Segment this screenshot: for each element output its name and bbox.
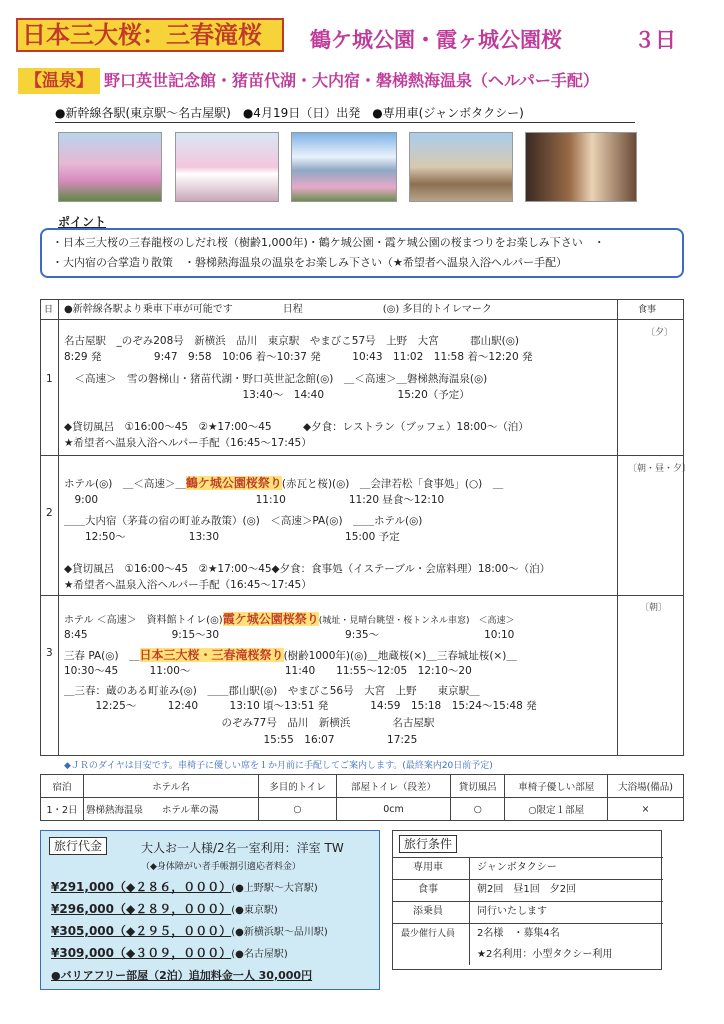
point-box	[40, 228, 684, 278]
photo-sakura-tree	[58, 132, 162, 202]
price-row	[51, 877, 328, 899]
divider	[40, 319, 684, 320]
price-box	[40, 830, 380, 990]
table-header: 部屋トイレ（段差）	[336, 775, 450, 798]
schedule-line: ＿三春：蔵のある町並み(◎) ＿＿郡山駅(◎) やまびこ56号 大宮 上野 東京駅＿	[64, 685, 480, 697]
divider	[55, 122, 635, 123]
condition-value: ★2名利用：小型タクシー利用	[477, 949, 613, 960]
schedule-line: のぞみ77号 品川 新横浜 名古屋駅	[64, 717, 435, 729]
point-label: ポイント	[58, 215, 107, 229]
highlight-event: 霞ケ城公園桜祭り	[222, 612, 319, 626]
title-subtitle: 鶴ケ城公園・霞ヶ城公園桜	[310, 28, 562, 52]
schedule-line: ★希望者へ温泉入浴ヘルパー手配（16:45～17:45）	[64, 579, 312, 591]
price-value: ¥305,000（◆２９５，０００）	[51, 924, 232, 938]
condition-row	[393, 923, 663, 944]
divider	[40, 455, 684, 456]
price-subheading: （◆身体障がい者手帳割引適応者料金）	[141, 862, 301, 872]
schedule-text: (樹齢1000年)(◎)＿地蔵桜(×)＿三春城址桜(×)＿	[283, 650, 517, 662]
photo-hot-spring	[525, 132, 637, 202]
condition-value: 同行いたします	[477, 906, 547, 917]
condition-value: 朝2回 昼1回 夕2回	[477, 884, 577, 895]
condition-row	[393, 945, 663, 965]
price-origin: (●上野駅～大宮駅)	[231, 883, 318, 894]
price-origin: (●名古屋駅)	[231, 949, 288, 960]
table-header: 宿泊	[41, 775, 84, 798]
photo-thatched-village	[409, 132, 513, 202]
schedule-line: 9:00 11:10 11:20 昼食～12:10	[64, 494, 445, 506]
schedule-line: ＿＿大内宿（茅葺の宿の町並み散策）(◎) ＜高速＞PA(◎) ＿＿ホテル(◎)	[64, 515, 423, 527]
schedule-line: ◆貸切風呂 ①16:00～45 ②★17:00～45◆夕食：食事処（イステーブル・会席料理）18:00～（泊）	[64, 563, 551, 575]
price-heading: 大人お一人様/2名一室利用：洋室 TW	[141, 841, 344, 855]
table-row	[41, 798, 684, 821]
day-number: 2	[46, 507, 53, 519]
schedule-line: 8:29 発 9:47 9:58 10:06 着～10:37 発 10:43 11:02 11:58 着～12:20 発	[64, 351, 533, 363]
price-row	[51, 921, 328, 943]
price-list	[51, 877, 328, 986]
schedule-text: (赤瓦と桜)(◎) ＿会津若松「食事処」(○) ＿	[281, 478, 504, 490]
table-cell: ×	[608, 798, 684, 821]
page-title: 日本三大桜：三春滝桜	[22, 21, 262, 49]
barrier-free-fee: ●バリアフリー部屋（2泊）追加料金一人 30,000円	[51, 969, 313, 982]
divider	[469, 857, 470, 965]
point-line: ・日本三大桜の三春龍桜のしだれ桜（樹齢1,000年)・鶴ケ城公園・霞ケ城公園の桜まつりをお楽しみ下さい ・	[52, 236, 605, 249]
jr-note: ◆ＪＲのダイヤは目安です。車椅子に優しい席を１か月前に手配してご案内します。(最終案内20日前予定)	[64, 761, 493, 771]
table-header: 多目的トイレ	[259, 775, 337, 798]
condition-row	[393, 901, 663, 922]
header-meal: 食事	[638, 305, 657, 315]
highlight-event: 鶴ケ城公園桜祭り	[185, 476, 282, 490]
price-value: ¥296,000（◆２８９，０００）	[51, 902, 232, 916]
title-days: ３日	[634, 28, 676, 52]
table-header-row	[41, 775, 684, 798]
condition-value: 2名様 ・募集4名	[477, 928, 560, 939]
price-origin: (●東京駅)	[231, 905, 278, 916]
meal-info: 〔夕〕	[646, 328, 674, 338]
table-cell: 0cm	[336, 798, 450, 821]
divider	[58, 299, 59, 756]
schedule-line: 8:45 9:15～30 9:35～ 10:10	[64, 629, 515, 641]
table-cell: 磐梯熱海温泉 ホテル華の湯	[84, 798, 259, 821]
title-banner	[16, 18, 284, 52]
divider	[40, 595, 684, 596]
schedule-line: ◆貸切風呂 ①16:00～45 ②★17:00～45 ◆夕食：レストラン（ブッフェ）18:00～（泊）	[64, 421, 529, 433]
price-row	[51, 943, 328, 965]
schedule-line: ＜高速＞ 雪の磐梯山・猪苗代湖・野口英世記念館(◎) ＿＜高速＞＿磐梯熱海温泉(◎)	[64, 373, 488, 385]
meal-info: 〔朝・昼・夕〕	[628, 464, 692, 474]
table-header: ホテル名	[84, 775, 259, 798]
condition-value: ジャンボタクシー	[477, 862, 557, 873]
condition-row	[393, 879, 663, 900]
price-value: ¥309,000（◆３０９，０００）	[51, 946, 232, 960]
price-row	[51, 899, 328, 921]
schedule-line: 名古屋駅 _のぞみ208号 新横浜 品川 東京駅 やまびこ57号 上野 大宮 郡山駅(◎)	[64, 335, 520, 347]
condition-key: 最少催行人員	[400, 929, 455, 939]
price-label: 旅行代金	[49, 837, 107, 855]
departure-info: ●新幹線各駅(東京駅～名古屋駅) ●4月19日（日）出発 ●専用車(ジャンボタクシー)	[55, 106, 524, 120]
schedule-line: 12:25～ 12:40 13:10 頃～13:51 発 14:59 15:18 15:24～15:48 発	[64, 700, 537, 712]
meal-info: 〔朝〕	[640, 603, 668, 613]
schedule-line: ★希望者へ温泉入浴ヘルパー手配（16:45～17:45）	[64, 437, 312, 449]
schedule-text: 三春 PA(◎) ＿	[64, 650, 140, 662]
condition-row	[393, 857, 663, 878]
price-value: ¥291,000（◆２８６，０００）	[51, 880, 232, 894]
price-origin: (●新横浜駅～品川駅)	[231, 927, 328, 938]
conditions-box	[392, 830, 662, 970]
header-day: 日	[44, 305, 54, 315]
onsen-tag: 【温泉】	[18, 68, 100, 94]
day-number: 3	[46, 647, 53, 659]
table-header: 大浴場(備品)	[608, 775, 684, 798]
condition-key: 食事	[418, 884, 438, 895]
condition-key: 添乗員	[413, 906, 443, 917]
table-cell: ○限定１部屋	[505, 798, 608, 821]
schedule-line: 12:50～ 13:30 15:00 予定	[64, 531, 400, 543]
table-header: 車椅子優しい部屋	[505, 775, 608, 798]
onsen-subtitle: 野口英世記念館・猪苗代湖・大内宿・磐梯熱海温泉（ヘルパー手配）	[104, 71, 599, 90]
highlight-event: 日本三大桜・三春滝桜祭り	[139, 648, 284, 662]
table-cell: ○	[259, 798, 337, 821]
divider	[617, 299, 618, 756]
schedule-line	[64, 476, 503, 491]
condition-key: 専用車	[413, 862, 443, 873]
table-header: 貸切風呂	[450, 775, 504, 798]
schedule-text: ホテル ＜高速＞ 資料館トイレ(◎)	[64, 615, 223, 626]
conditions-label: 旅行条件	[399, 835, 457, 853]
schedule-line	[64, 612, 515, 628]
photo-castle	[175, 132, 279, 202]
table-cell: ○	[450, 798, 504, 821]
schedule-text: ホテル(◎) ＿＜高速＞＿	[64, 478, 186, 490]
schedule-line: 10:30～45 11:00～ 11:40 11:55～12:05 12:10～20	[64, 665, 472, 677]
header-schedule: ●新幹線各駅より乗車下車が可能です 日程 (◎) 多目的トイレマーク	[64, 304, 492, 315]
schedule-line: 13:40～ 14:40 15:20（予定）	[64, 389, 470, 401]
schedule-line	[64, 648, 517, 663]
facility-table	[40, 774, 684, 821]
day-number: 1	[46, 373, 53, 385]
table-cell: 1・2日	[41, 798, 84, 821]
schedule-line: 15:55 16:07 17:25	[64, 734, 418, 746]
schedule-text: (城址・見晴台眺望・桜トンネル車窓) ＜高速＞	[318, 616, 515, 626]
point-line: ・大内宿の合掌造り散策 ・磐梯熱海温泉の温泉をお楽しみ下さい（★希望者へ温泉入浴ヘルパー手配）	[52, 256, 568, 269]
photo-mountain	[291, 132, 397, 202]
